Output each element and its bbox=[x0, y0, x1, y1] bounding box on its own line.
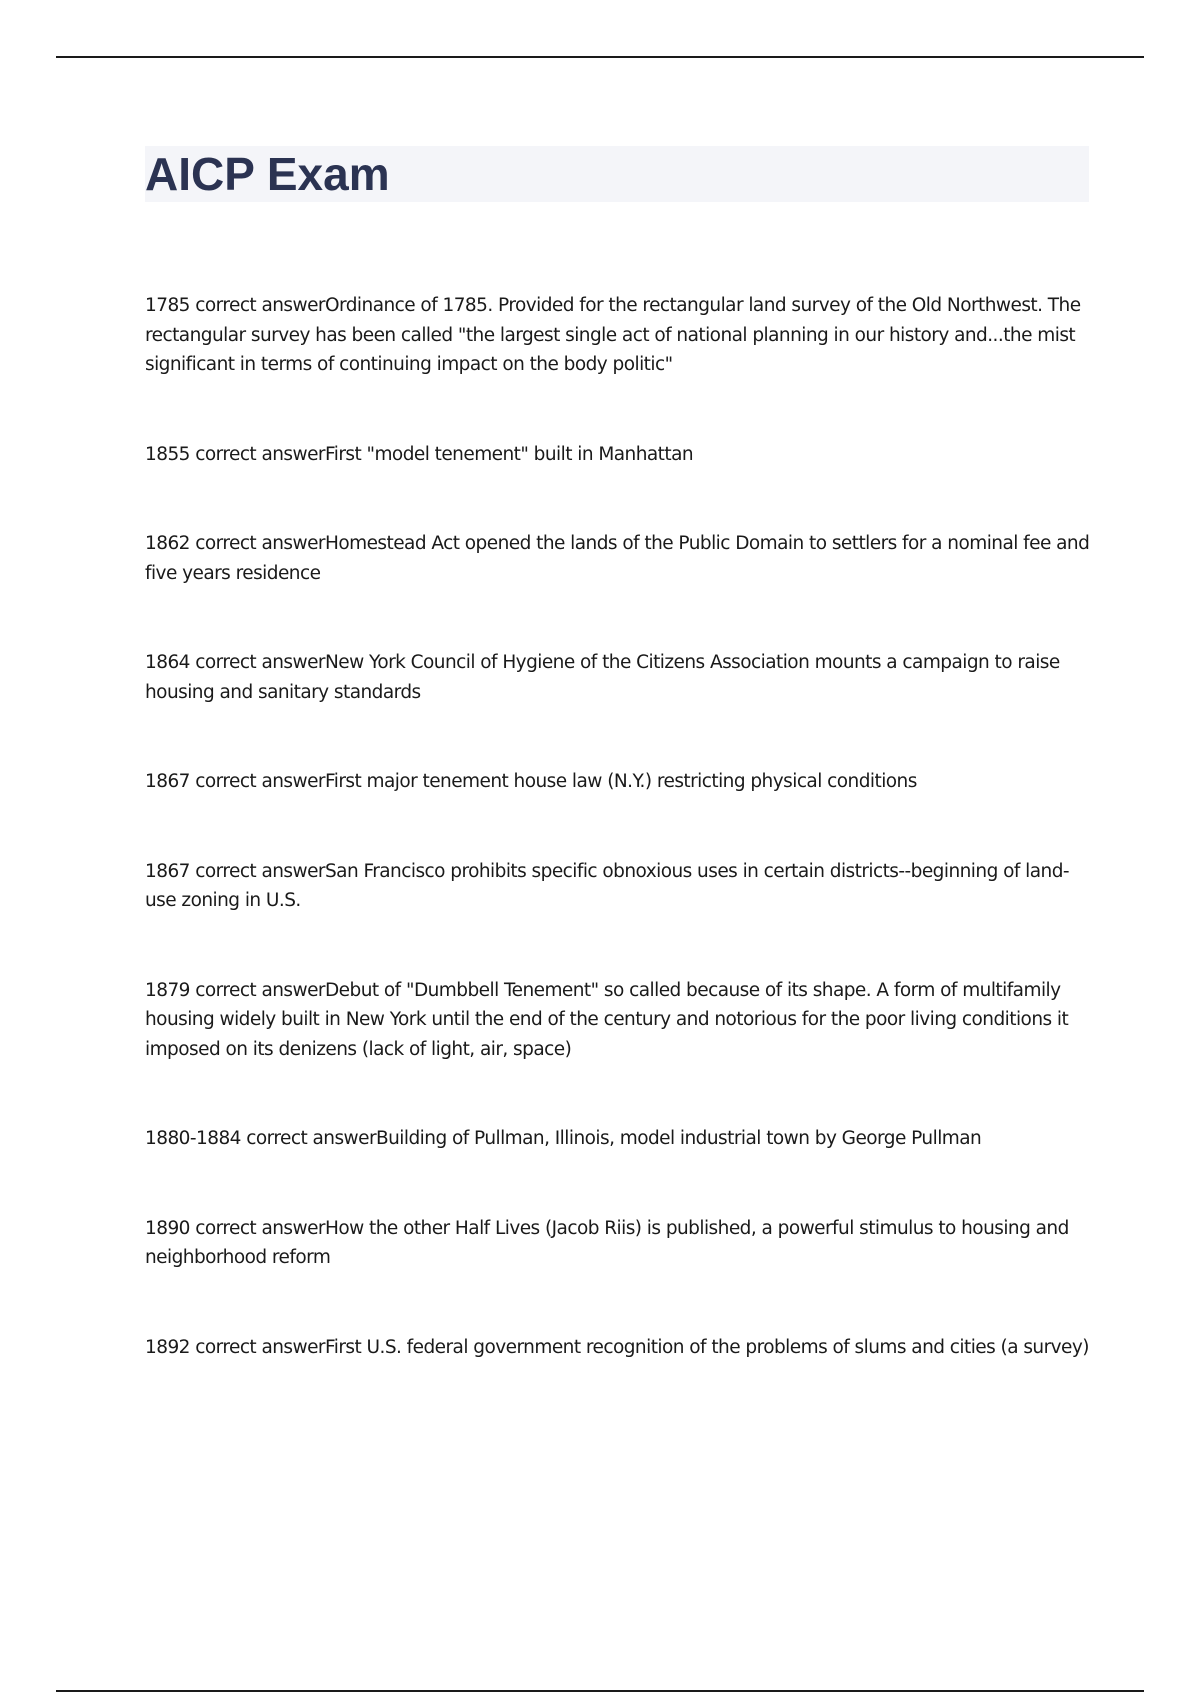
entry-list bbox=[145, 291, 1095, 1422]
top-rule bbox=[56, 56, 1144, 58]
page-title: AICP Exam bbox=[145, 148, 390, 200]
entry-1879: 1879 correct answerDebut of "Dumbbell Tenement" so called because of its shape. A form of multifamily housing widely built in New York until the end of the century and notorious for the poor living conditions it imposed on its denizens (lack of light, air, space) bbox=[145, 979, 1069, 1060]
entry-1892: 1892 correct answerFirst U.S. federal government recognition of the problems of slums and cities (a survey) bbox=[145, 1336, 1089, 1358]
entry-1880-1884: 1880-1884 correct answerBuilding of Pullman, Illinois, model industrial town by George Pullman bbox=[145, 1128, 982, 1149]
entry-1864: 1864 correct answerNew York Council of Hygiene of the Citizens Association mounts a campaign to raise housing and sanitary standards bbox=[145, 652, 1060, 703]
entry-1785: 1785 correct answerOrdinance of 1785. Provided for the rectangular land survey of the Old Northwest. The rectangular survey has been called "the largest single act of national planning in our history and...the mist significant in terms of continuing impact on the body politic" bbox=[145, 295, 1081, 375]
entry-1867-zoning: 1867 correct answerSan Francisco prohibits specific obnoxious uses in certain districts--beginning of land-use zoning in U.S. bbox=[145, 860, 1070, 911]
entry-1855: 1855 correct answerFirst "model tenement" built in Manhattan bbox=[145, 443, 694, 465]
entry-1890: 1890 correct answerHow the other Half Lives (Jacob Riis) is published, a powerful stimulus to housing and neighborhood reform bbox=[145, 1217, 1069, 1268]
entry-1867-tenement-law: 1867 correct answerFirst major tenement house law (N.Y.) restricting physical conditions bbox=[145, 771, 917, 792]
entry-1862: 1862 correct answerHomestead Act opened the lands of the Public Domain to settlers for a nominal fee and five years residence bbox=[145, 533, 1090, 584]
bottom-rule bbox=[56, 1690, 1144, 1692]
